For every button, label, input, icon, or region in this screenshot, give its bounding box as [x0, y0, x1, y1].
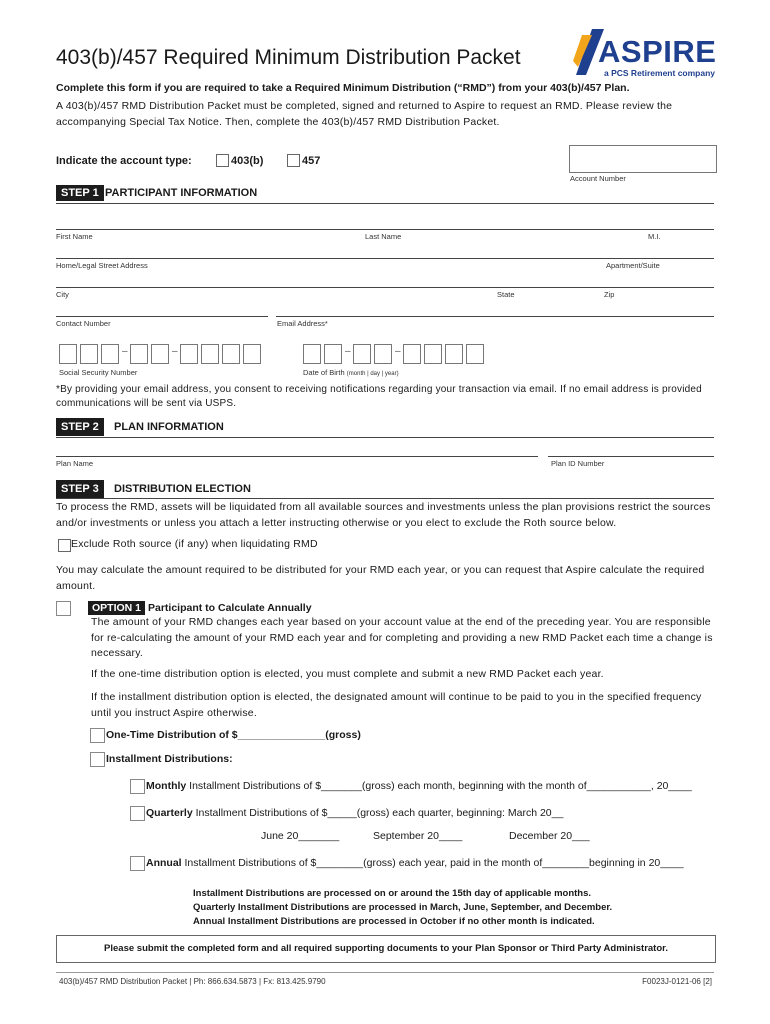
step3-intro-text: To process the RMD, assets will be liquidated from all available sources and investments unless the plan provisions restrict the sources and/or investments or unless you attach a letter instructing otherwise or you elect to exclude the Roth source below.: [56, 501, 711, 529]
ssn-dash: –: [122, 346, 128, 357]
dob-box[interactable]: [403, 344, 421, 364]
footer-form-id: F0023J-0121-06 [2]: [642, 977, 712, 986]
dob-box[interactable]: [424, 344, 442, 364]
address-line[interactable]: [56, 258, 714, 259]
account-number-label: Account Number: [570, 174, 626, 183]
annual-checkbox[interactable]: [130, 856, 145, 871]
ssn-label: Social Security Number: [59, 368, 138, 377]
mi-label: M.I.: [648, 232, 661, 241]
ssn-box[interactable]: [180, 344, 198, 364]
last-name-label: Last Name: [365, 232, 402, 241]
checkbox-403b[interactable]: [216, 154, 229, 167]
option1-one-time-note: If the one-time distribution option is elected, you must complete and submit a new RMD Packet each year.: [91, 668, 604, 680]
email-consent-note: *By providing your email address, you consent to receiving notifications regarding your transaction via email. If no email address is provided communications will be sent via USPS.: [56, 384, 702, 409]
dob-box[interactable]: [445, 344, 463, 364]
ssn-box[interactable]: [243, 344, 261, 364]
one-time-label: One-Time Distribution of $_______________(gross): [106, 729, 361, 741]
step3-divider: [56, 498, 714, 499]
quarterly-checkbox[interactable]: [130, 806, 145, 821]
name-line[interactable]: [56, 229, 714, 230]
schedule-note-3: Annual Installment Distributions are processed in October if no other month is indicated.: [193, 916, 595, 927]
first-name-label: First Name: [56, 232, 93, 241]
email-line[interactable]: [276, 316, 714, 317]
one-time-checkbox[interactable]: [90, 728, 105, 743]
step2-divider: [56, 437, 714, 438]
intro-bold-line: Complete this form if you are required to take a Required Minimum Distribution (“RMD”) from your 403(b)/457 Plan.: [56, 82, 630, 94]
account-type-label: Indicate the account type:: [56, 155, 192, 167]
option-457-label: 457: [302, 155, 321, 167]
footer-contact: 403(b)/457 RMD Distribution Packet | Ph: 866.634.5873 | Fx: 813.425.9790: [59, 977, 326, 986]
quarter-september: September 20____: [373, 830, 463, 842]
account-number-field[interactable]: [569, 145, 717, 173]
ssn-box[interactable]: [59, 344, 77, 364]
ssn-box[interactable]: [151, 344, 169, 364]
ssn-dash: –: [172, 346, 178, 357]
exclude-roth-label: Exclude Roth source (if any) when liquidating RMD: [71, 538, 318, 550]
submission-text: Please submit the completed form and all required supporting documents to your Plan Sponsor or Third Party Administrator.: [104, 943, 668, 954]
quarterly-line: Quarterly Installment Distributions of $_____(gross) each quarter, beginning: March 20__: [146, 807, 564, 819]
dob-box[interactable]: [324, 344, 342, 364]
option-403b-label: 403(b): [231, 155, 264, 167]
step3-title: DISTRIBUTION ELECTION: [114, 483, 251, 495]
step1-divider: [56, 203, 714, 204]
logo-tagline: a PCS Retirement company: [604, 68, 716, 78]
annual-line: Annual Installment Distributions of $________(gross) each year, paid in the month of________beginning in 20____: [146, 857, 684, 869]
dob-box[interactable]: [374, 344, 392, 364]
contact-label: Contact Number: [56, 319, 111, 328]
quarter-june: June 20_______: [261, 830, 340, 842]
dob-box[interactable]: [466, 344, 484, 364]
monthly-line: Monthly Installment Distributions of $_______(gross) each month, beginning with the month of___________, 20____: [146, 780, 692, 792]
contact-line[interactable]: [56, 316, 268, 317]
footer-divider: [56, 972, 714, 973]
dob-dash: –: [345, 346, 351, 357]
plan-name-label: Plan Name: [56, 459, 94, 468]
step1-title: PARTICIPANT INFORMATION: [105, 187, 258, 199]
city-line[interactable]: [56, 287, 714, 288]
schedule-note-2: Quarterly Installment Distributions are processed in March, June, September, and December.: [193, 902, 613, 913]
ssn-box[interactable]: [130, 344, 148, 364]
checkbox-457[interactable]: [287, 154, 300, 167]
dob-label: Date of Birth (month | day | year): [303, 368, 399, 377]
step3-calc-text: You may calculate the amount required to be distributed for your RMD each year, or you can request that Aspire calculate the required amount.: [56, 564, 705, 592]
page-title: 403(b)/457 Required Minimum Distribution Packet: [56, 46, 521, 69]
ssn-box[interactable]: [80, 344, 98, 364]
quarter-december: December 20___: [509, 830, 590, 842]
dob-box[interactable]: [303, 344, 321, 364]
ssn-box[interactable]: [101, 344, 119, 364]
option1-installment-note: If the installment distribution option is elected, the designated amount will continue to be paid to you in the specified frequency until you instruct Aspire otherwise.: [91, 691, 702, 719]
street-label: Home/Legal Street Address: [56, 261, 148, 270]
logo-wordmark: ASPIRE: [598, 34, 717, 69]
schedule-note-1: Installment Distributions are processed on or around the 15th day of applicable months.: [193, 888, 592, 899]
ssn-box[interactable]: [201, 344, 219, 364]
dob-dash: –: [395, 346, 401, 357]
ssn-box[interactable]: [222, 344, 240, 364]
plan-name-line[interactable]: [56, 456, 538, 457]
option1-title: Participant to Calculate Annually: [148, 602, 312, 614]
option1-checkbox[interactable]: [56, 601, 71, 616]
exclude-roth-checkbox[interactable]: [58, 539, 71, 552]
monthly-checkbox[interactable]: [130, 779, 145, 794]
apt-label: Apartment/Suite: [606, 261, 660, 270]
installment-checkbox[interactable]: [90, 752, 105, 767]
step3-badge: STEP 3: [56, 480, 104, 498]
email-label: Email Address*: [277, 319, 328, 328]
option1-description: The amount of your RMD changes each year based on your account value at the end of the preceding year. You are responsible for re-calculating the amount of your RMD each year and for completing and providing a new RMD Packet each time a change is necessary.: [91, 616, 713, 659]
option1-badge: OPTION 1: [88, 601, 145, 615]
step2-badge: STEP 2: [56, 418, 104, 436]
zip-label: Zip: [604, 290, 615, 299]
step1-badge: STEP 1: [56, 185, 104, 201]
installment-label: Installment Distributions:: [106, 753, 233, 765]
plan-id-label: Plan ID Number: [551, 459, 605, 468]
intro-text: A 403(b)/457 RMD Distribution Packet must be completed, signed and returned to Aspire to request an RMD. Please review the accompanying Special Tax Notice. Then, complete the 403(b)/457 RMD Distribution Packet.: [56, 100, 673, 128]
city-label: City: [56, 290, 69, 299]
dob-box[interactable]: [353, 344, 371, 364]
step2-title: PLAN INFORMATION: [114, 421, 224, 433]
state-label: State: [497, 290, 515, 299]
plan-id-line[interactable]: [548, 456, 714, 457]
